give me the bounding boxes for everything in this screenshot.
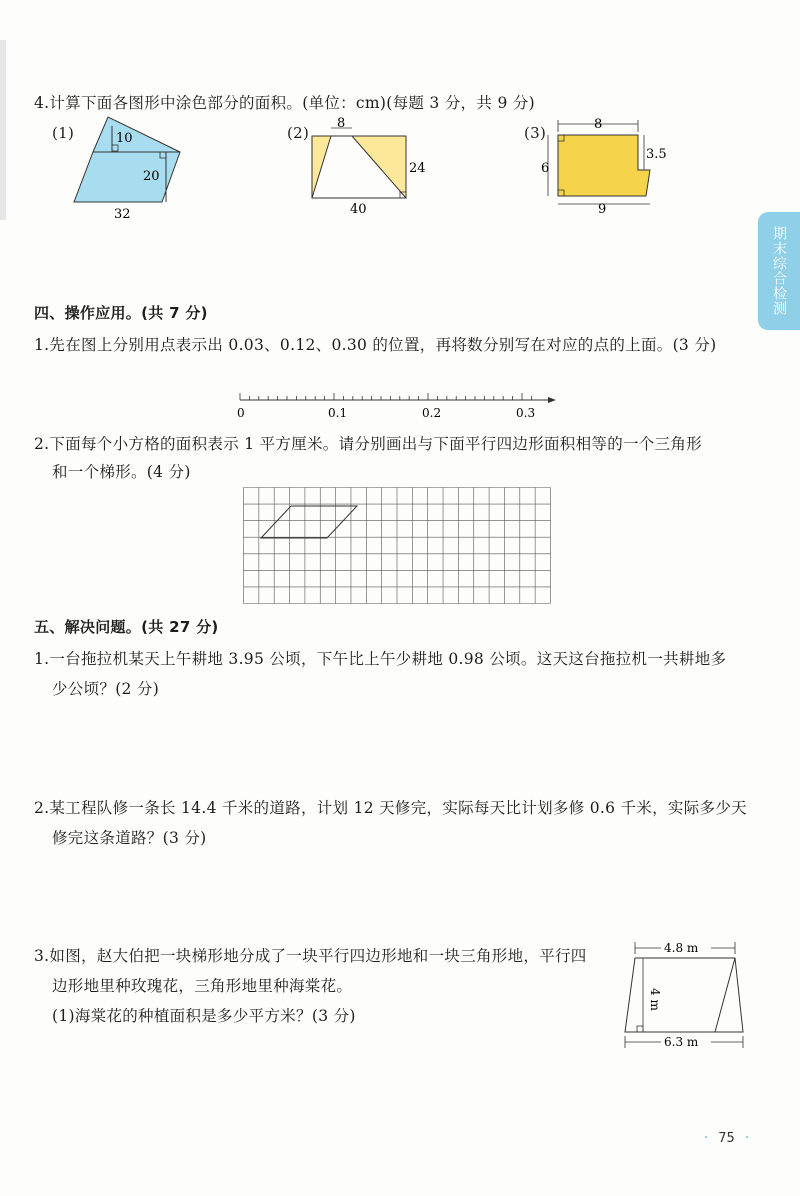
fig2-top-value: 8 [337, 116, 346, 131]
s4-q2-line1: 2.下面每个小方格的面积表示 1 平方厘米。请分别画出与下面平行四边形面积相等的一个三角形 [34, 435, 703, 453]
fig2-base-value: 40 [350, 202, 367, 217]
figure-trapezoid-field [615, 938, 755, 1054]
number-line[interactable] [230, 390, 560, 420]
fig3-label: (3) [524, 124, 547, 142]
number-line-arrow [548, 397, 556, 403]
fig3-right-value: 3.5 [646, 147, 667, 162]
grid-parallelogram [261, 506, 357, 538]
fig2-side-value: 24 [409, 161, 426, 176]
fig1-base-value: 32 [114, 207, 131, 222]
fig3-bottom-value: 9 [598, 202, 607, 217]
fig3-top-value: 8 [594, 117, 603, 132]
number-line-label-0: 0 [237, 406, 245, 420]
s5-q3-sub1: (1)海棠花的种植面积是多少平方米？(3 分) [52, 1007, 356, 1025]
s5-q1-line2: 少公顷？(2 分) [52, 680, 160, 698]
fig3-shape-shaded [558, 135, 650, 196]
s5-q2-line2: 修完这条道路？(3 分) [52, 829, 207, 847]
number-line-label-3: 0.3 [516, 406, 536, 420]
q4-title: 4.计算下面各图形中涂色部分的面积。(单位：cm)(每题 3 分，共 9 分) [34, 94, 535, 112]
field-right-angle [637, 1026, 643, 1032]
page-dot-right: · [744, 1131, 750, 1146]
s4-q1-text: 1.先在图上分别用点表示出 0.03、0.12、0.30 的位置，再将数分别写在对应的点的上面。(3 分) [34, 336, 717, 354]
page-edge [0, 40, 6, 220]
drawing-grid[interactable] [243, 487, 551, 604]
chapter-tab[interactable]: 期末综合检测 [758, 212, 800, 330]
field-height-value: 4 m [648, 988, 662, 1011]
section-5-title: 五、解决问题。(共 27 分) [34, 618, 219, 636]
fig1-height-value: 20 [143, 169, 160, 184]
page-dot-left: · [704, 1131, 709, 1146]
fig1-triangle-shaded [93, 117, 180, 152]
fig1-label: (1) [52, 124, 75, 142]
fig1-height-top-value: 10 [116, 131, 133, 146]
fig3-left-value: 6 [541, 161, 550, 176]
field-bottom-value: 6.3 m [664, 1035, 699, 1049]
fig1-parallelogram-shaded [74, 152, 180, 202]
s5-q3-line2: 边形地里种玫瑰花，三角形地里种海棠花。 [52, 977, 353, 995]
section-4-title: 四、操作应用。(共 7 分) [34, 304, 208, 322]
figure-3-pentagon [540, 112, 680, 217]
field-divider [715, 958, 735, 1032]
number-line-label-2: 0.2 [422, 406, 442, 420]
page-number-value: 75 [718, 1131, 735, 1146]
s4-q2-line2: 和一个梯形。(4 分) [52, 463, 191, 481]
fig2-label: (2) [287, 124, 310, 142]
s5-q2-line1: 2.某工程队修一条长 14.4 千米的道路，计划 12 天修完，实际每天比计划多修 0.6 千米，实际多少天 [34, 799, 747, 817]
field-top-value: 4.8 m [664, 941, 699, 955]
s5-q3-line1: 3.如图，赵大伯把一块梯形地分成了一块平行四边形地和一块三角形地，平行四 [34, 947, 587, 965]
page-number [704, 1131, 749, 1146]
figure-1-trapezoid [66, 112, 196, 222]
figure-2-rectangle [306, 112, 436, 217]
number-line-label-1: 0.1 [328, 406, 348, 420]
s5-q1-line1: 1.一台拖拉机某天上午耕地 3.95 公顷，下午比上午少耕地 0.98 公顷。这天这台拖拉机一共耕地多 [34, 650, 727, 668]
